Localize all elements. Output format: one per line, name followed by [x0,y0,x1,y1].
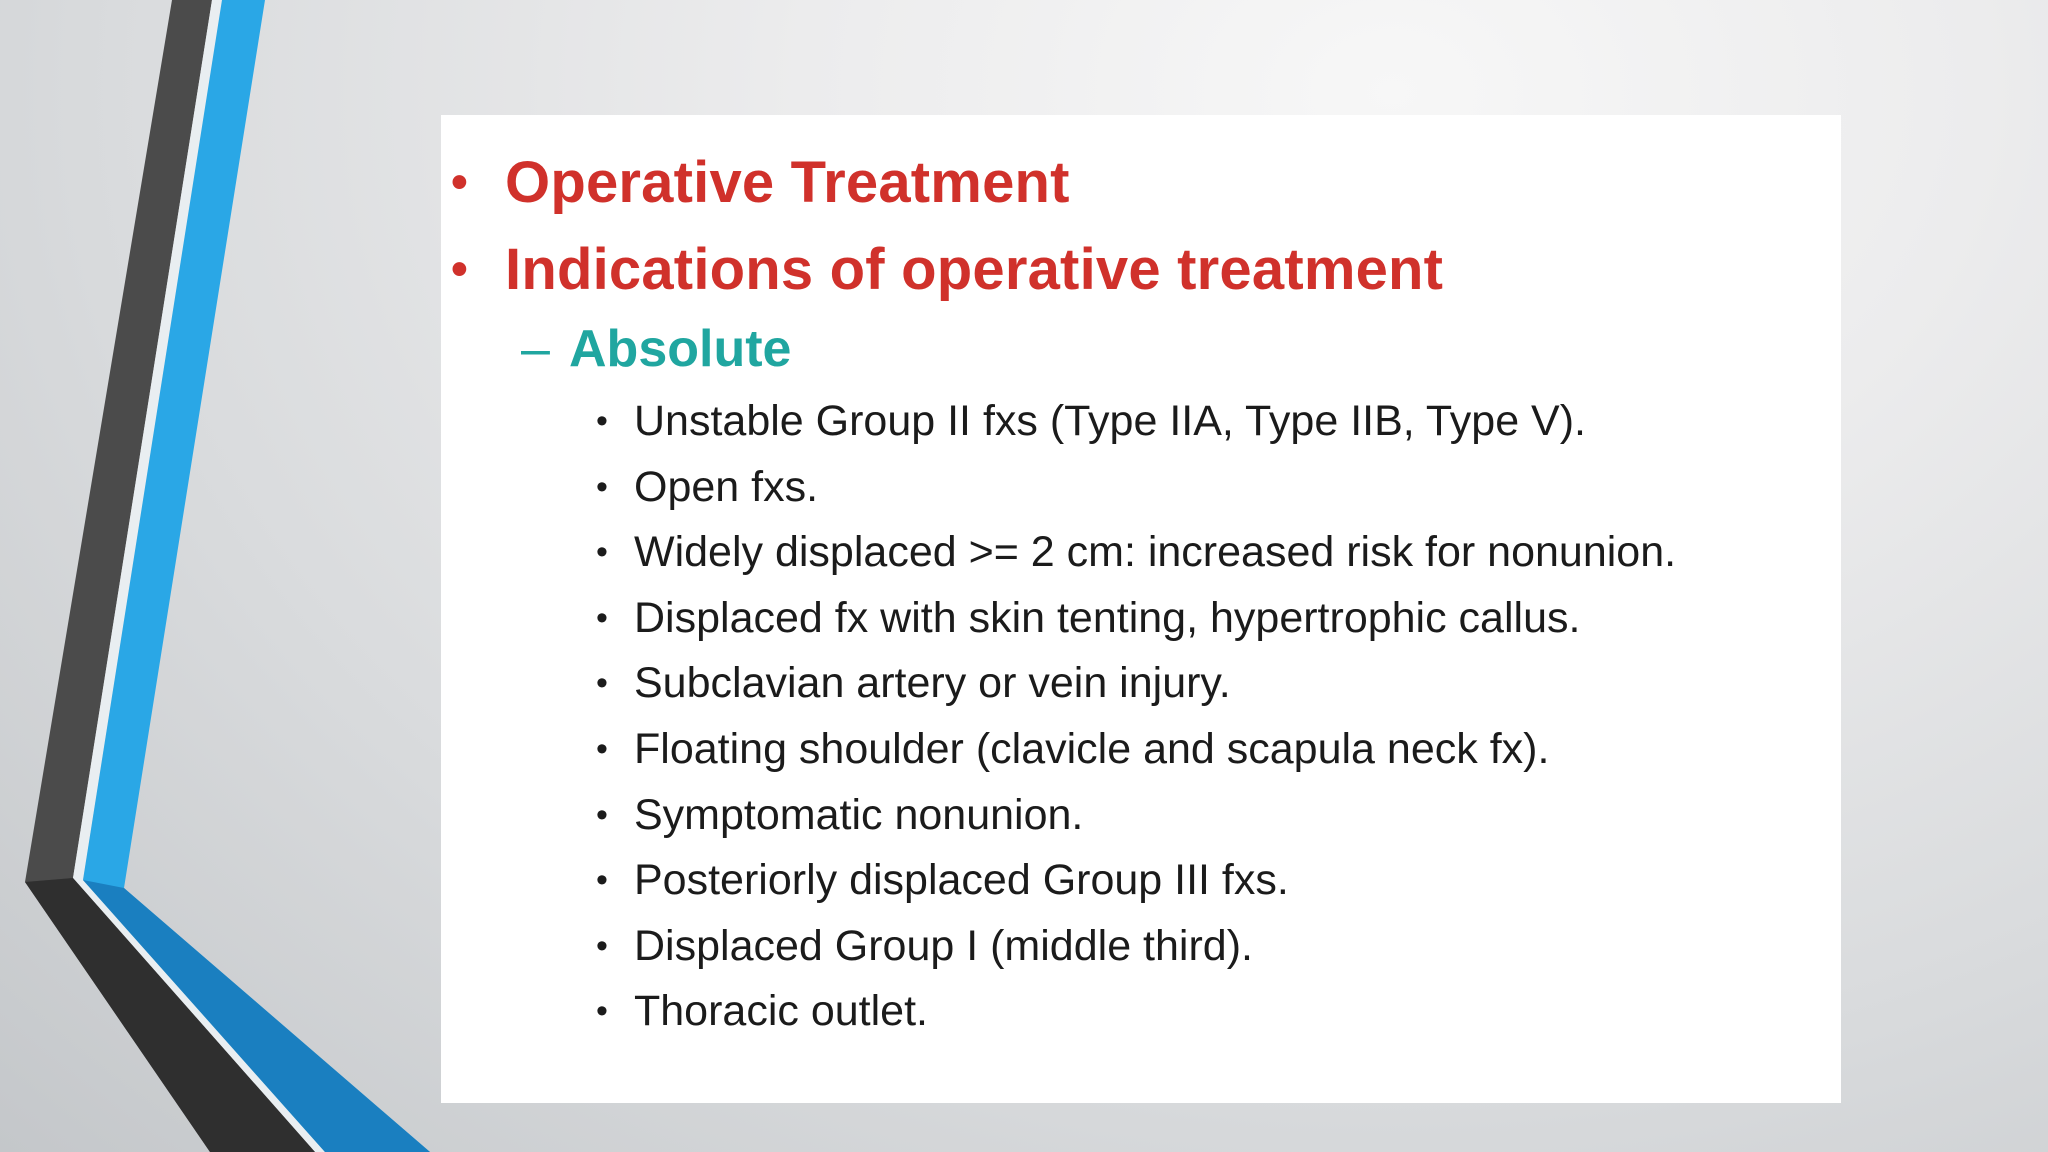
list-item-text: Displaced fx with skin tenting, hypertrophic callus. [634,593,1581,642]
bullet: • [596,598,608,637]
dark-stripe-shadow [25,878,315,1152]
list-item [596,590,1676,656]
list-item [596,393,1676,459]
list-item-text: Unstable Group II fxs (Type IIA, Type IIB, Type V). [634,397,1587,445]
slide-content-image [441,115,1841,1103]
list-item [596,459,1676,525]
list-item-text: Thoracic outlet. [634,987,928,1036]
bullet: • [596,729,608,768]
bullet: • [596,992,608,1031]
bullet: • [596,861,608,900]
list-item [596,721,1676,787]
subheading-text: Absolute [569,320,792,378]
list-item-text: Symptomatic nonunion. [634,790,1084,839]
heading-operative-treatment [451,148,1070,218]
bullet: • [596,795,608,834]
list-item [596,852,1676,918]
list-item [596,787,1676,853]
indication-list [596,393,1676,1049]
list-item-text: Displaced Group I (middle third). [634,921,1253,970]
list-item-text: Open fxs. [634,462,819,511]
list-item [596,655,1676,721]
list-item-text: Posteriorly displaced Group III fxs. [634,856,1289,905]
heading-text: Operative Treatment [505,150,1070,215]
bullet: • [451,156,469,209]
dash: – [521,320,550,378]
list-item [596,983,1676,1049]
bullet: • [451,243,469,296]
list-item-text: Floating shoulder (clavicle and scapula neck fx). [634,724,1550,773]
list-item [596,918,1676,984]
subheading-absolute [521,317,791,381]
bullet: • [596,926,608,965]
bullet: • [596,467,608,506]
bullet: • [596,533,608,572]
heading-indications [451,235,1443,305]
heading-text: Indications of operative treatment [505,237,1444,302]
bullet: • [596,664,608,703]
list-item-text: Widely displaced >= 2 cm: increased risk for nonunion. [634,528,1677,577]
list-item [596,524,1676,590]
list-item-text: Subclavian artery or vein injury. [634,659,1231,708]
bullet: • [596,402,608,440]
